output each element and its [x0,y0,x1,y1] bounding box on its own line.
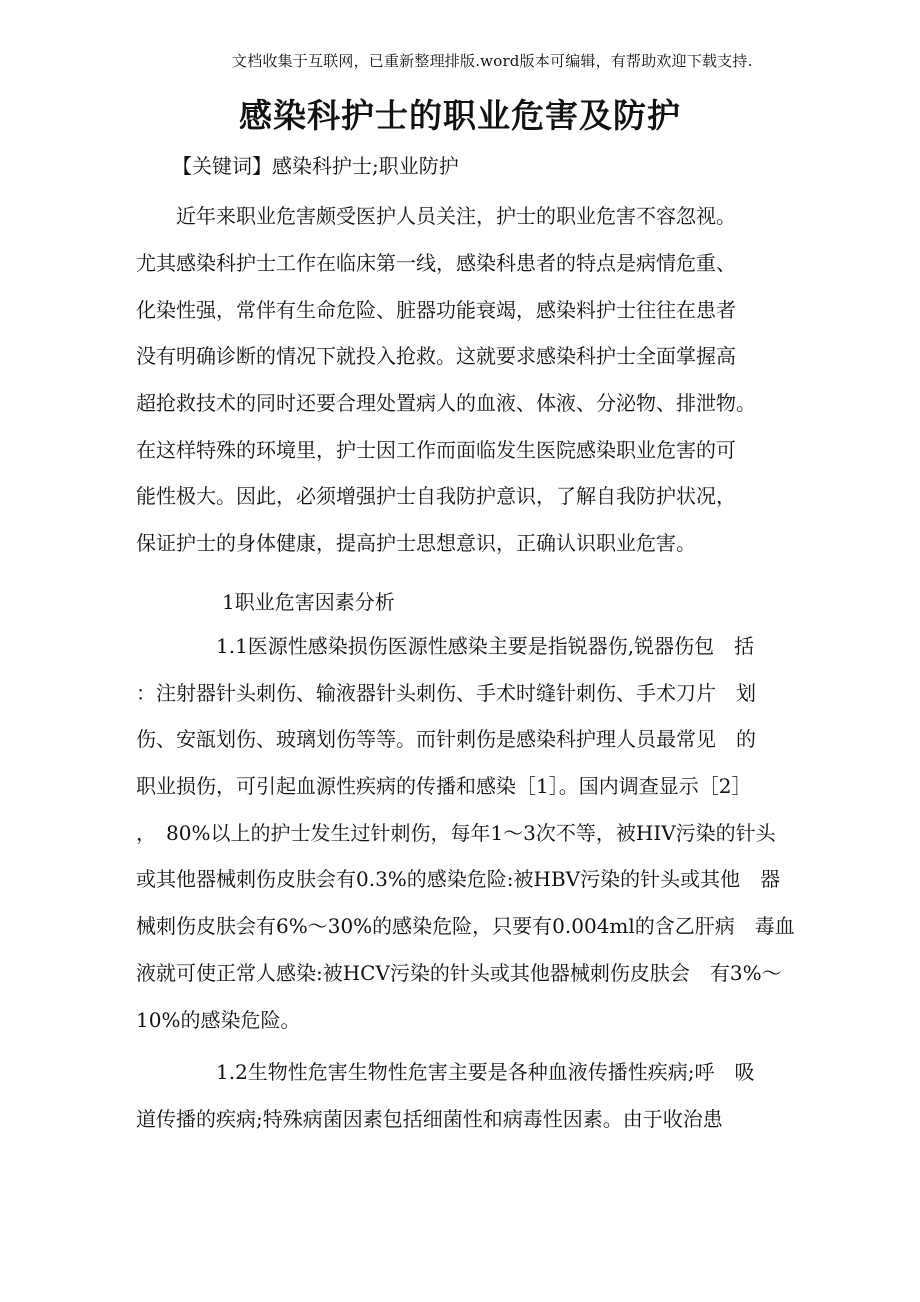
document-title: 感染科护士的职业危害及防护 [239,96,681,135]
section-1-1-line: 械刺伤皮肤会有6%～30%的感染危险，只要有0.004ml的含乙肝病 毒血 [136,914,795,938]
intro-line: 化染性强，常伴有生命危险、脏器功能衰竭，感染料护士往往在患者 [136,298,736,322]
section-1-1-line: 液就可使正常人感染:被HCV污染的针头或其他器械刺伤皮肤会 有3%～ [136,961,782,985]
intro-line: 没有明确诊断的情况下就投入抢救。这就要求感染科护士全面掌握高 [136,344,736,368]
intro-line: 尤其感染科护士工作在临床第一线，感染科患者的特点是病情危重、 [136,251,736,275]
intro-line: 近年来职业危害颇受医护人员关注，护士的职业危害不容忽视。 [136,204,736,228]
section-1-1-line: 伤、安瓿划伤、玻璃划伤等等。而针刺伤是感染科护理人员最常见 的 [136,727,756,751]
section-1-1-line: 10%的感染危险。 [136,1008,301,1032]
section-1-1-line: ：注射器针头刺伤、输液器针头刺伤、手术时缝针刺伤、手术刀片 划 [136,681,756,705]
intro-line: 能性极大。因此，必须增强护士自我防护意识，了解自我防护状况， [136,484,736,508]
intro-line: 超抢救技术的同时还要合理处置病人的血液、体液、分泌物、排泄物。 [136,391,756,415]
section-1-1-line: 或其他器械刺伤皮肤会有0.3%的感染危险:被HBV污染的针头或其他 器 [136,867,781,891]
section-1-2-line: 1.2生物性危害生物性危害主要是各种血液传播性疾病;呼 吸 [136,1060,755,1084]
section-1-1-line: 职业损伤，可引起血源性疾病的传播和感染［1］。国内调查显示［2］ [136,774,752,798]
section-1-1-line: ， 80%以上的护士发生过针刺伤，每年1～3次不等，被HIV污染的针头 [136,821,776,845]
section-1-1-line: 1.1医源性感染损伤医源性感染主要是指锐器伤,锐器伤包 括 [136,634,755,658]
section-1-2-line: 道传播的疾病;特殊病菌因素包括细菌性和病毒性因素。由于收治患 [136,1107,723,1131]
keywords-line: 【关键词】感染科护士;职业防护 [172,154,459,178]
section-heading: 1职业危害因素分析 [222,590,395,614]
intro-line: 在这样特殊的环境里，护士因工作而面临发生医院感染职业危害的可 [136,438,736,462]
header-note: 文档收集于互联网，已重新整理排版.word版本可编辑，有帮助欢迎下载支持. [232,52,753,70]
intro-line: 保证护士的身体健康，提高护士思想意识，正确认识职业危害。 [136,531,696,555]
